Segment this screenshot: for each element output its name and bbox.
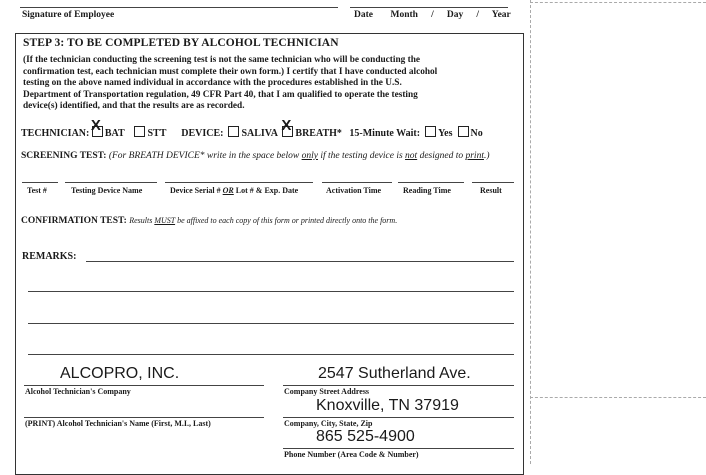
city-value: Knoxville, TN 37919 — [316, 397, 459, 414]
year-label: Year — [491, 10, 511, 20]
certification-line: testing on the above named individual in accordance with the procedures established in the U.S. — [23, 78, 402, 89]
month-label: Month — [390, 10, 418, 20]
certification-line: confirmation test, each technician must complete their own form.) I certify that I have conducted alcohol — [23, 66, 438, 77]
col-reading: Reading Time — [403, 186, 451, 195]
tech-name-label: (PRINT) Alcohol Technician's Name (First, M.I., Last) — [25, 419, 211, 428]
right-dashed-border — [530, 0, 531, 464]
day-label: Day — [446, 10, 464, 20]
city-line — [283, 417, 514, 418]
col-serial-or: OR — [222, 186, 234, 195]
screening-instruction: .) — [483, 151, 490, 161]
wait-no-checkbox[interactable] — [458, 126, 469, 137]
technician-label: TECHNICIAN: — [21, 128, 90, 139]
confirmation-instruction-must: MUST — [154, 216, 176, 225]
company-label: Alcohol Technician's Company — [25, 387, 131, 396]
certification-text — [23, 55, 513, 113]
stt-checkbox[interactable] — [134, 126, 145, 137]
reading-line[interactable] — [398, 182, 464, 183]
col-serial-text: Lot # & Exp. Date — [233, 186, 299, 195]
device-name-line[interactable] — [65, 182, 157, 183]
phone-value: 865 525-4900 — [316, 428, 415, 445]
confirmation-test-label: CONFIRMATION TEST: — [21, 216, 127, 226]
screening-instruction-print: print — [465, 151, 484, 161]
device-label: DEVICE: — [181, 128, 224, 139]
wait-label: 15-Minute Wait: — [349, 128, 421, 139]
confirmation-instruction: be affixed to each copy of this form or printed directly onto the form. — [175, 216, 398, 225]
city-label: Company, City, State, Zip — [284, 419, 373, 428]
company-value: ALCOPRO, INC. — [60, 365, 180, 382]
phone-line — [283, 448, 514, 449]
remarks-line[interactable] — [28, 354, 514, 355]
date-label-row — [354, 10, 511, 20]
remarks-label: REMARKS: — [22, 251, 77, 262]
date-line — [350, 7, 508, 8]
saliva-label: SALIVA — [241, 128, 278, 139]
signature-of-employee-label: Signature of Employee — [22, 10, 115, 20]
remarks-line[interactable] — [28, 291, 514, 292]
screening-instruction-only: only — [301, 151, 318, 161]
bat-label: BAT — [104, 128, 125, 139]
certification-line: device(s) identified, and that the results are as recorded. — [23, 101, 245, 112]
check-x-mark: X — [90, 117, 101, 134]
col-serial — [170, 186, 298, 195]
wait-yes-label: Yes — [438, 128, 453, 139]
step3-heading: STEP 3: TO BE COMPLETED BY ALCOHOL TECHNICIAN — [23, 37, 339, 49]
col-serial-text: Device Serial # — [170, 186, 223, 195]
col-result: Result — [480, 186, 502, 195]
technician-device-row — [21, 117, 483, 139]
activation-line[interactable] — [322, 182, 392, 183]
bat-checkbox[interactable] — [90, 117, 103, 137]
col-device-name: Testing Device Name — [71, 186, 143, 195]
date-separator: / — [431, 10, 434, 20]
check-x-mark: X — [281, 117, 292, 134]
company-line — [24, 385, 264, 386]
date-label: Date — [354, 10, 373, 20]
certification-line: (If the technician conducting the screening test is not the same technician who will be conducting the — [23, 55, 421, 65]
col-test-no: Test # — [27, 186, 47, 195]
wait-yes-checkbox[interactable] — [425, 126, 436, 137]
signature-line — [20, 7, 338, 8]
breath-label: BREATH* — [295, 128, 342, 139]
wait-no-label: No — [470, 128, 483, 139]
street-value: 2547 Sutherland Ave. — [318, 365, 471, 382]
street-line — [283, 385, 514, 386]
confirmation-instruction: Results — [129, 216, 155, 225]
breath-checkbox[interactable] — [281, 117, 293, 137]
right-dashed-top — [530, 2, 706, 3]
street-label: Company Street Address — [284, 387, 370, 396]
date-separator: / — [476, 10, 479, 20]
tech-name-line[interactable] — [24, 417, 264, 418]
confirmation-test-row — [21, 216, 397, 226]
saliva-checkbox[interactable] — [228, 126, 239, 137]
remarks-line[interactable] — [86, 261, 514, 262]
screening-instruction: designed to — [417, 151, 466, 161]
screening-test-row — [21, 151, 490, 161]
remarks-line[interactable] — [28, 323, 514, 324]
result-line[interactable] — [472, 182, 514, 183]
right-dashed-mid — [530, 397, 706, 398]
certification-line: Department of Transportation regulation, 49 CFR Part 40, that I am qualified to operate the testing — [23, 89, 418, 100]
screening-instruction: (For BREATH DEVICE* write in the space below — [108, 151, 302, 161]
stt-label: STT — [147, 128, 167, 139]
test-no-line[interactable] — [22, 182, 58, 183]
col-activation: Activation Time — [326, 186, 382, 195]
screening-instruction-not: not — [405, 151, 418, 161]
phone-label: Phone Number (Area Code & Number) — [284, 450, 419, 459]
screening-test-label: SCREENING TEST: — [21, 151, 107, 161]
screening-instruction: if the testing device is — [317, 151, 406, 161]
serial-line[interactable] — [165, 182, 313, 183]
